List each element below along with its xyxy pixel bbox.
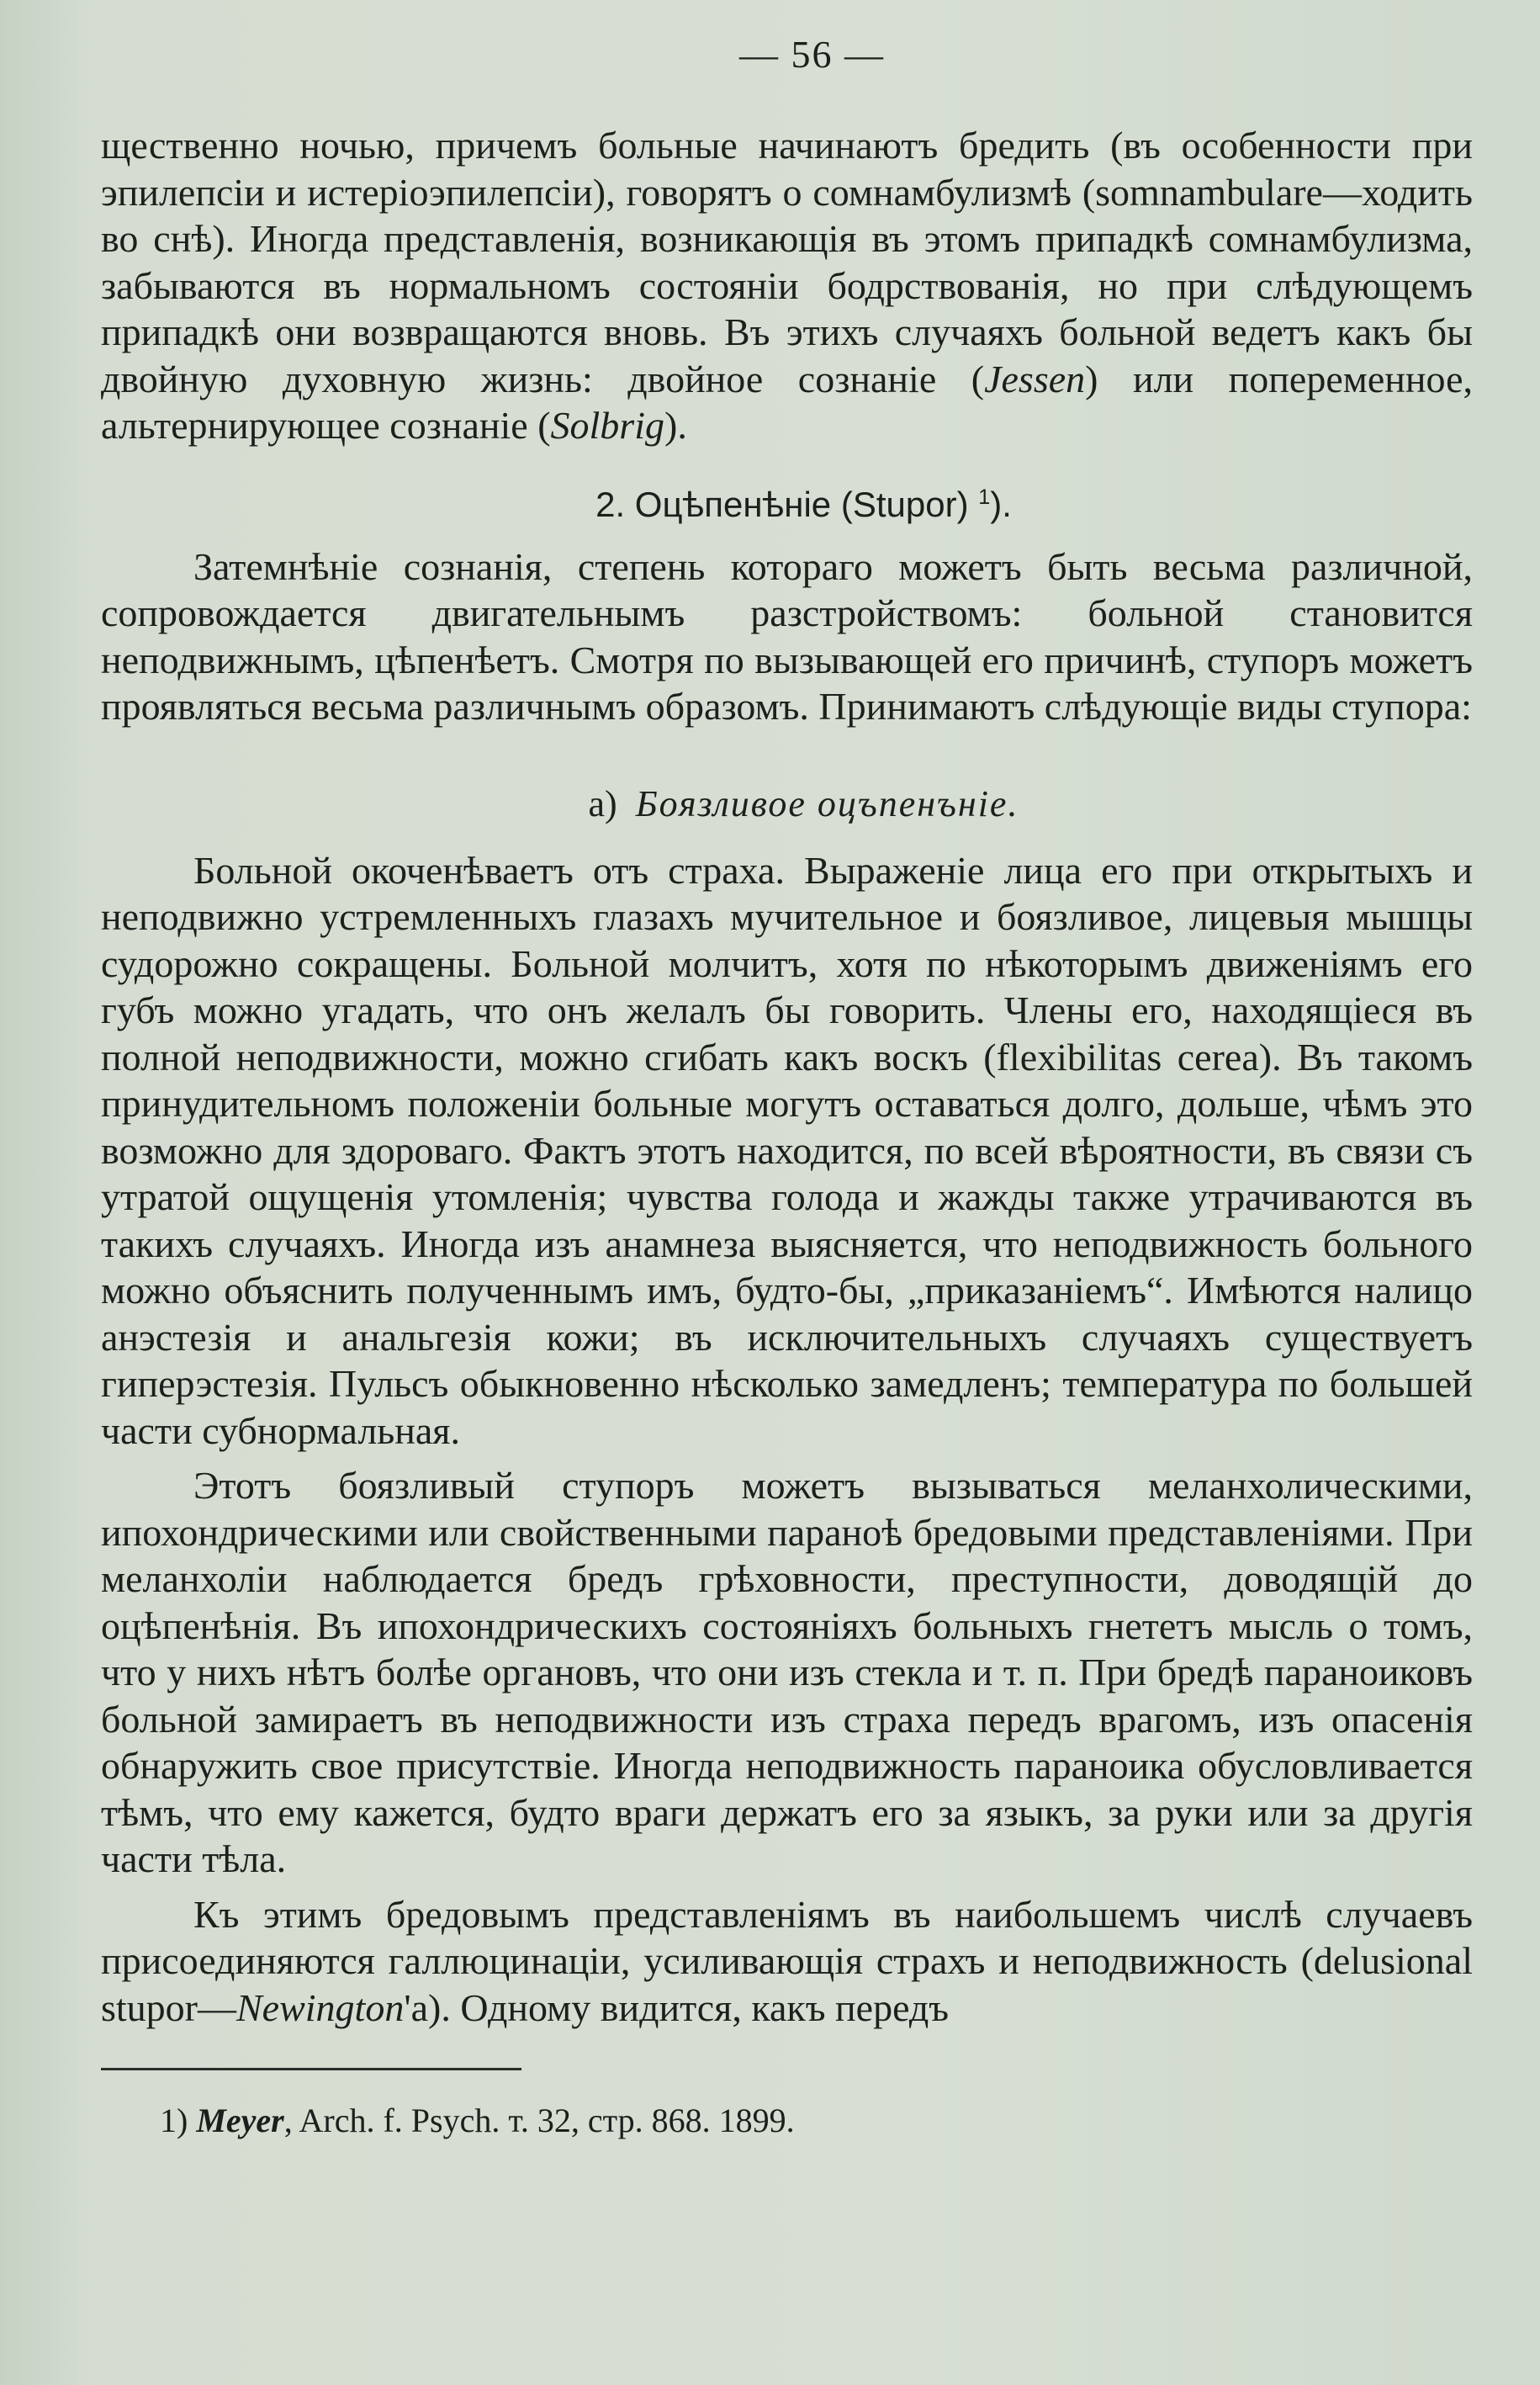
author-solbrig: Solbrig [550, 404, 664, 447]
body-paragraph-3-b: 'а). Одному видится, какъ передъ [404, 1985, 950, 2029]
intro-text-b: ) или попеременное, альтернирующее сознаніе ( [101, 357, 1473, 447]
intro-text-a: щественно ночью, причемъ больные начинаютъ бредить (въ особенности при эпилепсіи и истеріоэпилепсіи), говорятъ о сомнамбулизмѣ (somnambulare—ходить во снѣ). Иногда представленія, возникающія въ этомъ припадкѣ сомнамбулизма, забываются въ нормальномъ состояніи бодрствованія, но при слѣдующемъ припадкѣ они возвращаются вновь. Въ этихъ случаяхъ больной ведетъ какъ бы двойную духовную жизнь: двойное сознаніе ( [101, 124, 1473, 400]
footnote-marker: 1) [160, 2101, 188, 2139]
footnote-author: Meyer [196, 2101, 284, 2139]
footnote-reference: 1 [978, 485, 991, 509]
body-paragraph-3-a: Къ этимъ бредовымъ представленіямъ въ наибольшемъ числѣ случаевъ присоединяются галлюцинаціи, усиливающія страхъ и неподвижность (delusional stupor— [101, 1892, 1473, 2029]
subsection-title-text: Боязливое оцъпенънiе. [635, 782, 1019, 824]
subsection-letter: а) [588, 782, 617, 824]
section-title-text: 2. Оцѣпенѣніе (Stupor) [595, 484, 969, 524]
section-title [101, 485, 1473, 525]
body-paragraph-2: Этотъ боязливый ступоръ можетъ вызываться меланхолическими, ипохондрическими или свойственными паранoѣ бредовыми представленіями. При меланхоліи наблюдается бредъ грѣховности, преступности, доводящій до оцѣпенѣнія. Въ ипохондрическихъ состояніяхъ больныхъ гнететъ мысль о томъ, что у нихъ нѣтъ болѣе органовъ, что они изъ стекла и т. п. При бредѣ параноиковъ больной замираетъ въ неподвижности изъ страха передъ врагомъ, изъ опасенія обнаружить свое присутствіе. Иногда неподвижность параноика обусловливается тѣмъ, что ему кажется, будто враги держатъ его за языкъ, за руки или за другія части тѣла. [101, 1464, 1473, 1880]
section-paragraph: Затемнѣніе сознанія, степень котораго можетъ быть весьма различной, сопровождается двигательнымъ разстройствомъ: больной становится неподвижнымъ, цѣпенѣетъ. Смотря по вызывающей его причинѣ, ступоръ можетъ проявляться весьма различнымъ образомъ. Принимаютъ слѣдующіе виды ступора: [101, 544, 1473, 728]
page-number: — 56 — [739, 33, 885, 76]
section-title-end: ). [990, 484, 1012, 524]
intro-paragraph [101, 122, 1473, 449]
body-paragraph-1: Больной окоченѣваетъ отъ страха. Выраженіе лица его при открытыхъ и неподвижно устремленныхъ глазахъ мучительное и боязливое, лицевыя мышцы судорожно сокращены. Больной молчитъ, хотя по нѣкоторымъ движеніямъ его губъ можно угадать, что онъ желалъ бы говорить. Члены его, находящіеся въ полной неподвижности, можно сгибать какъ воскъ (flexibilitas cerea). Въ такомъ принудительномъ положеніи больные могутъ оставаться долго, дольше, чѣмъ это возможно для здороваго. Фактъ этотъ находится, по всей вѣроятности, въ связи съ утратой ощущенія утомленія; чувства голода и жажды также утрачиваются въ такихъ случаяхъ. Иногда изъ анамнеза выясняется, что неподвижность больного можно объяснить полученнымъ имъ, будто-бы, „приказаніемъ“. Имѣются налицо анэстезія и анальгезія кожи; въ исключительныхъ случаяхъ существуетъ гиперэстезія. Пульсъ обыкновенно нѣсколько замедленъ; температура по большей части субнормальная. [101, 848, 1473, 1452]
body-paragraph-3 [101, 1891, 1473, 2032]
subsection-title [101, 782, 1473, 825]
footnote-text: , Arch. f. Psych. т. 32, стр. 868. 1899. [283, 2101, 795, 2139]
author-jessen: Jessen [984, 357, 1086, 400]
intro-text-c: ). [664, 404, 687, 447]
footnote-divider [101, 2068, 521, 2070]
author-newington: Newington [236, 1985, 405, 2029]
footnote [101, 2101, 1473, 2141]
